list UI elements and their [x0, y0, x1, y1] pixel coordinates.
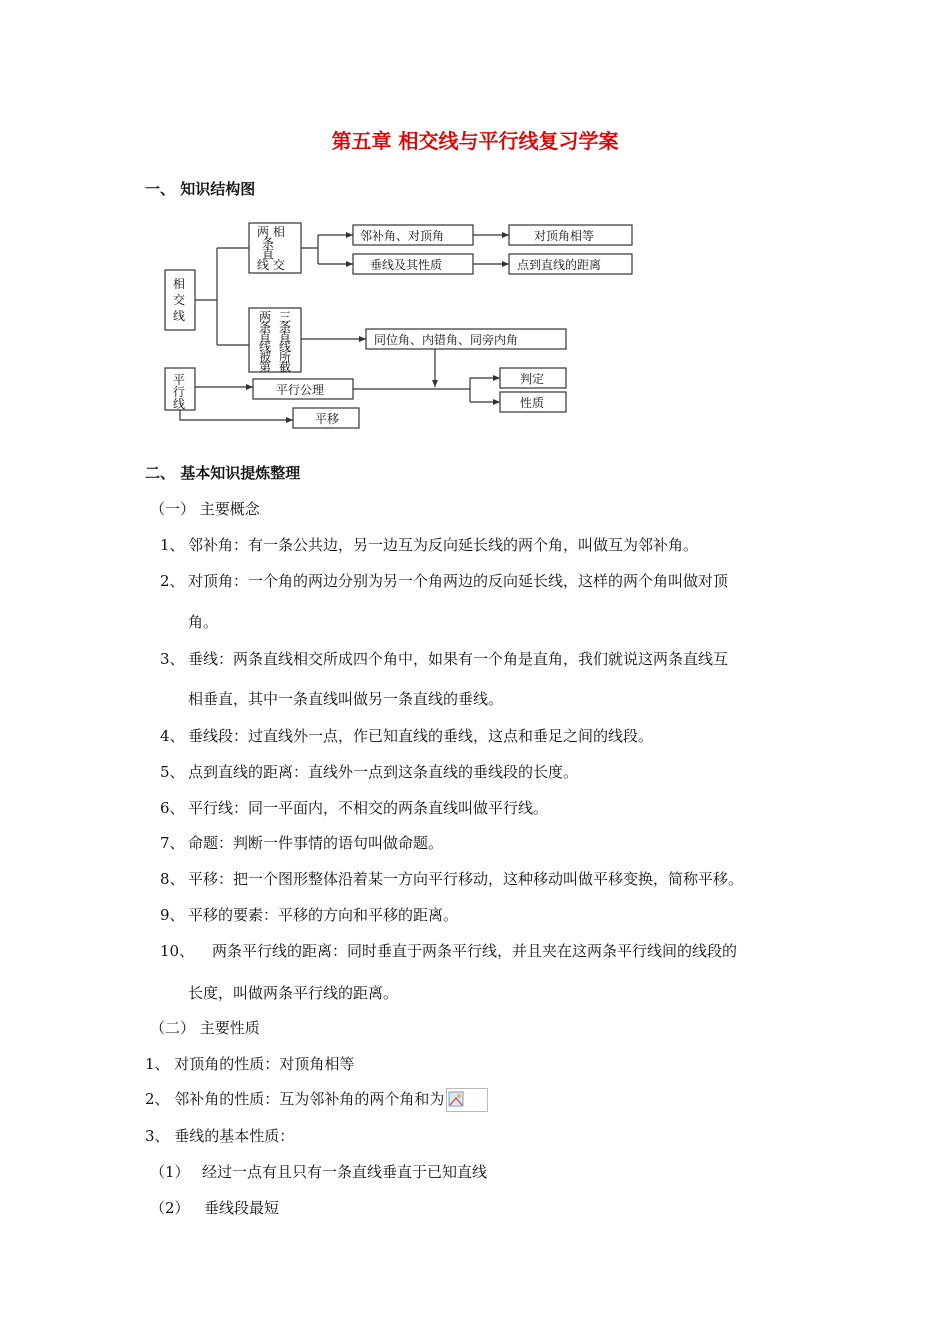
three-col1-4: 线: [259, 340, 272, 354]
root1-char-2: 交: [173, 293, 186, 307]
root1-char-1: 相: [173, 277, 186, 291]
parallel-axiom-label: 平行公理: [276, 383, 325, 397]
three-col2-5: 所: [279, 350, 292, 364]
concept-6-text: 平行线：同一平面内，不相交的两条直线叫做平行线。: [188, 799, 549, 817]
section-heading-2: 二、 基本知识提炼整理: [145, 464, 301, 482]
concept-7-text: 命题：判断一件事情的语句叫做命题。: [188, 834, 444, 852]
concept-2-text: 对顶角：一个角的两边分别为另一个角两边的反向延长线，这样的两个角叫做对顶: [188, 572, 729, 590]
concept-9-text: 平移的要素：平移的方向和平移的距离。: [188, 906, 459, 924]
page-title: 第五章 相交线与平行线复习学案: [331, 129, 619, 153]
adjacent-label: 邻补角、对顶角: [360, 229, 445, 243]
three-col1-2: 条: [259, 320, 272, 334]
three-col1-3: 直: [259, 330, 272, 344]
judge-label: 判定: [520, 372, 545, 386]
concept-8-text: 平移：把一个图形整体沿着某一方向平行移动，这种移动叫做平移变换，简称平移。: [188, 870, 744, 888]
broken-image-icon: [446, 1088, 488, 1112]
perp-prop-2-text: 垂线段最短: [204, 1199, 280, 1217]
concept-1-text: 邻补角：有一条公共边，另一边互为反向延长线的两个角，叫做互为邻补角。: [188, 536, 699, 554]
root2-char-3: 线: [173, 397, 186, 411]
concept-6-num: 6、: [160, 799, 185, 817]
property-2-text: 2、 邻补角的性质：互为邻补角的两个角和为: [145, 1090, 445, 1108]
concept-3-num: 3、: [160, 650, 185, 668]
concept-4-text: 垂线段：过直线外一点，作已知直线的垂线，这点和垂足之间的线段。: [188, 727, 654, 745]
section-heading-1: 一、 知识结构图: [145, 180, 256, 198]
three-col1-6: 第: [259, 360, 272, 374]
concept-4-num: 4、: [160, 727, 185, 745]
box-two-lines-cut-by-third: [249, 308, 301, 372]
subheading-concepts: （一） 主要概念: [150, 500, 260, 518]
concept-1-num: 1、: [160, 536, 185, 554]
perp-prop-1-text: 经过一点有且只有一条直线垂直于已知直线: [202, 1163, 488, 1181]
concept-3-text: 垂线：两条直线相交所成四个角中，如果有一个角是直角，我们就说这两条直线互: [188, 650, 729, 668]
root2-char-1: 平: [173, 373, 186, 387]
three-col2-1: 三: [279, 310, 292, 324]
knowledge-structure-diagram: [160, 215, 650, 435]
concept-2-num: 2、: [160, 572, 185, 590]
concept-10-cont: 长度，叫做两条平行线的距离。: [188, 984, 399, 1002]
vertical-eq-label: 对顶角相等: [534, 229, 595, 243]
three-col2-4: 线: [279, 340, 292, 354]
concept-10-text: 两条平行线的距离：同时垂直于两条平行线，并且夹在这两条平行线间的线段的: [212, 942, 738, 960]
three-col2-6: 截: [279, 360, 292, 374]
two-lines-d: 线 交: [257, 258, 285, 272]
concept-9-num: 9、: [160, 906, 185, 924]
angles-label: 同位角、内错角、同旁内角: [374, 333, 519, 347]
two-lines-c: 直: [262, 247, 275, 261]
root2-char-2: 行: [173, 385, 186, 399]
two-lines-a: 两 相: [257, 225, 285, 239]
two-lines-b: 条: [262, 236, 275, 250]
property-label: 性质: [520, 396, 545, 410]
property-2: [145, 1088, 488, 1112]
concept-3-cont: 相垂直，其中一条直线叫做另一条直线的垂线。: [188, 690, 504, 708]
perp-prop-2-num: （2）: [150, 1199, 190, 1217]
concept-7-num: 7、: [160, 834, 185, 852]
three-col2-2: 条: [279, 320, 292, 334]
point-dist-label: 点到直线的距离: [517, 258, 602, 272]
subheading-properties: （二） 主要性质: [150, 1019, 260, 1037]
concept-5-text: 点到直线的距离：直线外一点到这条直线的垂线段的长度。: [188, 763, 579, 781]
property-1: 1、 对顶角的性质：对顶角相等: [145, 1055, 355, 1073]
three-col1-1: 两: [259, 310, 272, 324]
perp-label: 垂线及其性质: [370, 258, 443, 272]
concept-10-num: 10、: [160, 942, 195, 960]
translate-label: 平移: [315, 412, 340, 426]
three-col1-5: 被: [259, 350, 272, 364]
three-col2-3: 直: [279, 330, 292, 344]
concept-2-cont: 角。: [188, 613, 219, 631]
perp-prop-1-num: （1）: [150, 1163, 190, 1181]
concept-5-num: 5、: [160, 763, 185, 781]
concept-8-num: 8、: [160, 870, 185, 888]
root1-char-3: 线: [173, 309, 186, 323]
property-3: 3、 垂线的基本性质：: [145, 1127, 295, 1145]
